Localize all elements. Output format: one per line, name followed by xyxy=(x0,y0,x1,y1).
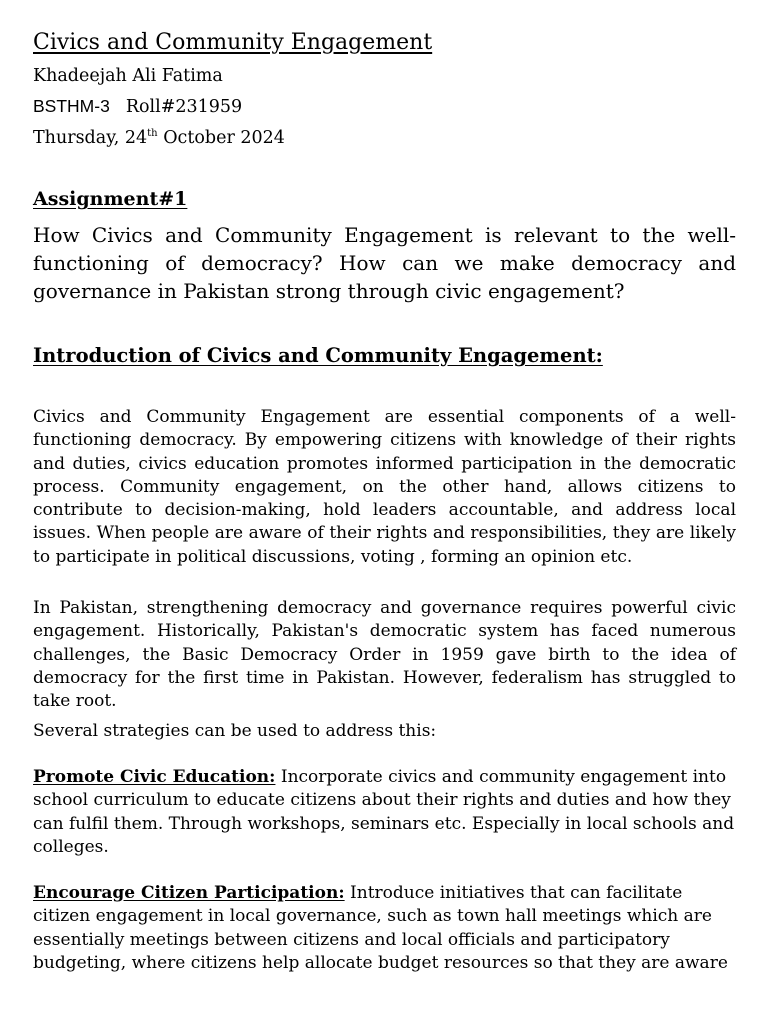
document-title: Civics and Community Engagement xyxy=(33,30,433,55)
author-name: Khadeejah Ali Fatima xyxy=(33,66,223,86)
strategy-civic-education xyxy=(33,766,736,859)
strategy-label: Encourage Citizen Participation: xyxy=(33,883,345,903)
date-prefix: Thursday, 24 xyxy=(33,128,148,148)
paragraph-intro: Civics and Community Engagement are essential components of a well-functioning democracy. By empowering citizens with knowledge of their rights and duties, civics education promotes informed participation in the democratic process. Community engagement, on the other hand, allows citizens to contribute to decision-making, hold leaders accountable, and address local issues. When people are aware of their rights and responsibilities, they are likely to participate in political discussions, voting , forming an opinion etc. xyxy=(33,407,736,567)
strategy-text: Introduce initiatives that can facilitate citizen engagement in local governance, such as town hall meetings which are essentially meetings between citizens and local officials and participatory budgeting, where citizens help allocate budget resources so that they are aware xyxy=(33,883,728,973)
roll-number: Roll#231959 xyxy=(125,97,243,117)
program-code: BSTHM-3 xyxy=(33,96,110,116)
assignment-question: How Civics and Community Engagement is relevant to the well-functioning of democracy? How can we make democracy and governance in Pakistan strong through civic engagement? xyxy=(33,223,736,303)
date-rest: October 2024 xyxy=(157,128,285,148)
date-line xyxy=(33,128,285,148)
intro-heading: Introduction of Civics and Community Engagement: xyxy=(33,344,603,367)
assignment-heading: Assignment#1 xyxy=(33,188,188,210)
date-suffix: th xyxy=(147,128,158,140)
strategy-label: Promote Civic Education: xyxy=(33,767,276,787)
program-roll-line xyxy=(33,96,242,117)
strategy-text: Incorporate civics and community engagement into school curriculum to educate citizens about their rights and duties and how they can fulfil them. Through workshops, seminars etc. Especially in local schools and colleges. xyxy=(33,767,735,857)
strategies-intro: Several strategies can be used to address this: xyxy=(33,721,437,741)
paragraph-pakistan: In Pakistan, strengthening democracy and governance requires powerful civic engagement. Historically, Pakistan's democratic system has faced numerous challenges, the Basic Democracy Order in 1959 gave birth to the idea of democracy for the first time in Pakistan. However, federalism has struggled to take root. xyxy=(33,598,736,712)
strategy-citizen-participation xyxy=(33,882,736,975)
